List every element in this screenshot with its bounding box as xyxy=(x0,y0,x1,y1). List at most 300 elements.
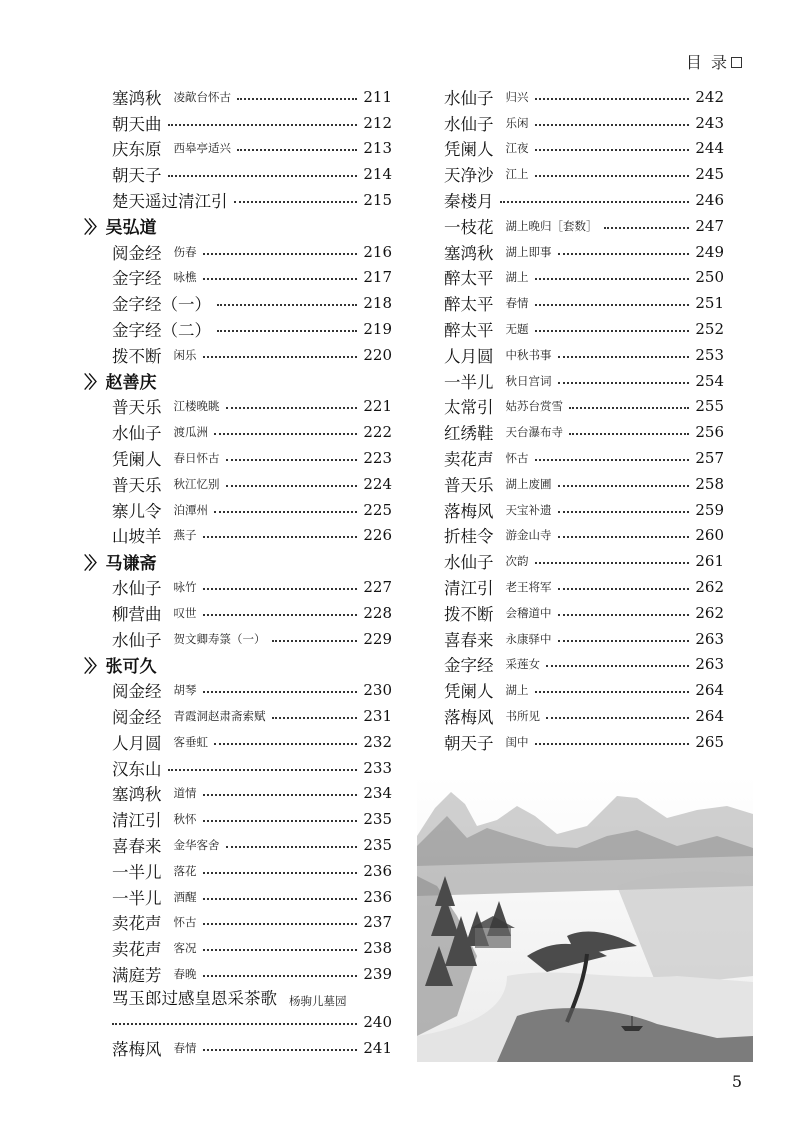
entry-title: 一半儿 xyxy=(444,372,494,392)
dot-leader xyxy=(214,511,357,513)
dot-leader xyxy=(272,717,358,719)
entry-page-number: 241 xyxy=(363,1038,392,1057)
entry-page-number: 226 xyxy=(363,526,392,545)
entry-subtitle: 燕子 xyxy=(173,528,197,543)
entry-title: 庆东原 xyxy=(112,140,162,160)
dot-leader xyxy=(203,588,358,590)
entry-subtitle: 春情 xyxy=(173,1040,197,1055)
toc-entry[interactable] xyxy=(84,729,392,755)
dot-leader xyxy=(558,511,690,513)
entry-subtitle: 落花 xyxy=(173,863,197,878)
entry-title: 普天乐 xyxy=(444,475,494,495)
dot-leader xyxy=(604,227,690,229)
toc-entry[interactable] xyxy=(84,523,392,549)
toc-entry[interactable] xyxy=(84,703,392,729)
entry-page-number: 224 xyxy=(363,474,392,493)
entry-page-number: 244 xyxy=(695,139,724,158)
entry-subtitle: 金华客舍 xyxy=(173,838,220,852)
dot-leader xyxy=(535,175,690,177)
dot-leader xyxy=(226,846,358,848)
dot-leader xyxy=(203,794,358,796)
toc-entry[interactable] xyxy=(84,136,392,162)
toc-entry[interactable] xyxy=(416,161,724,187)
entry-page-number: 236 xyxy=(363,887,392,906)
entry-subtitle: 怀古 xyxy=(173,915,197,930)
entry-subtitle: 游金山寺 xyxy=(505,528,552,543)
entry-page-number: 265 xyxy=(695,732,724,751)
entry-subtitle: 道情 xyxy=(173,786,197,801)
dot-leader xyxy=(500,201,690,203)
entry-page-number: 243 xyxy=(695,113,724,132)
toc-entry[interactable] xyxy=(84,626,392,652)
entry-subtitle: 江夜 xyxy=(505,141,529,156)
entry-page-number: 211 xyxy=(363,87,392,106)
entry-subtitle: 秋怀 xyxy=(173,812,197,827)
dot-leader xyxy=(203,820,358,822)
section-title: 赵善庆 xyxy=(105,373,157,394)
dot-leader xyxy=(558,382,690,384)
dot-leader xyxy=(535,562,690,564)
entry-title: 落梅风 xyxy=(112,1039,162,1059)
entry-subtitle: 秋江忆别 xyxy=(173,476,220,491)
entry-page-number: 239 xyxy=(363,964,392,983)
entry-title: 水仙子 xyxy=(444,88,494,108)
entry-title: 秦楼月 xyxy=(444,192,494,212)
section-marker-icon: 〉〉 xyxy=(84,656,102,677)
entry-title: 卖花声 xyxy=(112,940,162,960)
toc-entry[interactable] xyxy=(84,445,392,471)
section-title: 张可久 xyxy=(105,656,157,677)
entry-subtitle: 客况 xyxy=(173,941,197,956)
entry-title: 清江引 xyxy=(444,579,494,599)
dot-leader xyxy=(535,330,690,332)
toc-entry[interactable] xyxy=(84,961,392,987)
toc-entry[interactable] xyxy=(416,677,724,703)
dot-leader xyxy=(168,175,358,177)
toc-entry[interactable] xyxy=(84,806,392,832)
entry-title: 朝天子 xyxy=(444,733,494,753)
entry-title: 红绣鞋 xyxy=(444,424,494,444)
entry-page-number: 232 xyxy=(363,732,392,751)
dot-leader xyxy=(203,872,358,874)
toc-entry[interactable] xyxy=(416,600,724,626)
entry-page-number: 228 xyxy=(363,603,392,622)
entry-subtitle: 湖上 xyxy=(505,270,529,285)
entry-page-number: 235 xyxy=(363,810,392,829)
dot-leader xyxy=(535,459,690,461)
dot-leader xyxy=(535,278,690,280)
dot-leader xyxy=(546,717,689,719)
entry-page-number: 213 xyxy=(363,139,392,158)
toc-entry[interactable] xyxy=(84,858,392,884)
entry-title: 醉太平 xyxy=(444,269,494,289)
dot-leader xyxy=(535,124,690,126)
dot-leader xyxy=(569,407,689,409)
dot-leader xyxy=(217,304,357,306)
entry-subtitle: 青霞洞赵肃斋索赋 xyxy=(173,709,266,724)
entry-title: 阅金经 xyxy=(112,708,162,728)
dot-leader xyxy=(203,691,358,693)
entry-title: 醉太平 xyxy=(444,295,494,315)
entry-subtitle: 渡瓜洲 xyxy=(173,425,208,440)
entry-title: 塞鸿秋 xyxy=(444,243,494,263)
entry-page-number: 246 xyxy=(695,191,724,210)
entry-title: 塞鸿秋 xyxy=(112,88,162,108)
dot-leader xyxy=(214,433,357,435)
entry-subtitle: 书所见 xyxy=(505,709,540,724)
entry-subtitle: 酒醒 xyxy=(173,889,197,904)
toc-entry[interactable] xyxy=(416,394,724,420)
toc-entry[interactable] xyxy=(416,497,724,523)
entry-page-number: 258 xyxy=(695,474,724,493)
entry-title: 朝天曲 xyxy=(112,114,162,134)
entry-subtitle: 胡琴 xyxy=(173,683,197,698)
entry-page-number: 233 xyxy=(363,758,392,777)
running-header xyxy=(686,50,742,73)
entry-title: 拨不断 xyxy=(444,604,494,624)
entry-title: 醉太平 xyxy=(444,321,494,341)
header-title: 目 录 xyxy=(685,53,729,72)
toc-entry[interactable] xyxy=(416,626,724,652)
dot-leader xyxy=(535,304,690,306)
entry-subtitle: 闲乐 xyxy=(173,347,197,362)
entry-page-number: 221 xyxy=(363,397,392,416)
entry-page-number: 264 xyxy=(695,681,724,700)
entry-subtitle: 采莲女 xyxy=(505,657,540,672)
entry-title: 朝天子 xyxy=(112,166,162,186)
toc-entry[interactable] xyxy=(84,110,392,136)
dot-leader xyxy=(203,975,358,977)
toc-entry[interactable] xyxy=(416,136,724,162)
entry-subtitle: 乐闲 xyxy=(505,115,529,130)
dot-leader xyxy=(558,253,690,255)
entry-subtitle: 湖上晚归［套数］ xyxy=(505,218,598,233)
entry-page-number: 220 xyxy=(363,345,392,364)
toc-entry[interactable] xyxy=(84,161,392,187)
entry-title: 柳营曲 xyxy=(112,604,162,624)
entry-title: 落梅风 xyxy=(444,501,494,521)
section-title: 吴弘道 xyxy=(105,218,157,239)
entry-page-number: 215 xyxy=(363,191,392,210)
entry-page-number: 251 xyxy=(695,294,724,313)
entry-subtitle: 西皋亭适兴 xyxy=(173,141,231,156)
toc-right-column xyxy=(416,84,724,755)
section-heading xyxy=(84,213,392,239)
toc-entry[interactable] xyxy=(416,548,724,574)
entry-title: 人月圆 xyxy=(112,733,162,753)
toc-entry[interactable] xyxy=(84,574,392,600)
toc-entry[interactable] xyxy=(416,523,724,549)
dot-leader xyxy=(168,124,358,126)
dot-leader xyxy=(558,356,690,358)
entry-title: 一枝花 xyxy=(444,217,494,237)
entry-title: 水仙子 xyxy=(112,630,162,650)
entry-title: 普天乐 xyxy=(112,398,162,418)
entry-subtitle: 春日怀古 xyxy=(173,451,220,466)
entry-title: 一半儿 xyxy=(112,888,162,908)
entry-page-number: 245 xyxy=(695,165,724,184)
entry-title: 折桂令 xyxy=(444,527,494,547)
entry-title: 水仙子 xyxy=(112,579,162,599)
toc-entry[interactable] xyxy=(416,187,724,213)
entry-title: 塞鸿秋 xyxy=(112,785,162,805)
dot-leader xyxy=(234,201,358,203)
entry-title: 楚天遥过清江引 xyxy=(112,192,228,212)
toc-entry[interactable] xyxy=(84,832,392,858)
toc-entry[interactable] xyxy=(416,265,724,291)
section-marker-icon: 〉〉 xyxy=(84,218,102,239)
page-number: 5 xyxy=(731,1072,742,1091)
toc-entry[interactable] xyxy=(84,342,392,368)
entry-title: 金字经（一） xyxy=(112,295,211,315)
entry-page-number: 255 xyxy=(695,397,724,416)
toc-entry[interactable] xyxy=(416,290,724,316)
section-heading xyxy=(84,652,392,678)
dot-leader xyxy=(535,98,690,100)
dot-leader xyxy=(237,98,357,100)
dot-leader xyxy=(112,1023,357,1025)
dot-leader xyxy=(558,485,690,487)
toc-entry[interactable] xyxy=(84,265,392,291)
entry-page-number: 236 xyxy=(363,861,392,880)
entry-subtitle: 秋日宫词 xyxy=(505,373,552,388)
entry-page-number: 247 xyxy=(695,216,724,235)
entry-subtitle: 湖上 xyxy=(505,683,529,698)
entry-page-number: 218 xyxy=(363,294,392,313)
toc-entry[interactable] xyxy=(416,213,724,239)
dot-leader xyxy=(226,407,358,409)
entry-title: 阅金经 xyxy=(112,243,162,263)
dot-leader xyxy=(558,640,690,642)
entry-subtitle: 贺文卿寿箓（一） xyxy=(173,631,266,646)
landscape-painting xyxy=(417,776,753,1062)
toc-entry[interactable] xyxy=(84,290,392,316)
entry-title: 人月圆 xyxy=(444,346,494,366)
section-heading xyxy=(84,548,392,574)
entry-page-number: 253 xyxy=(695,345,724,364)
entry-page-number: 249 xyxy=(695,242,724,261)
entry-page-number: 254 xyxy=(695,371,724,390)
entry-page-number: 257 xyxy=(695,449,724,468)
entry-page-number: 237 xyxy=(363,913,392,932)
toc-entry[interactable] xyxy=(416,342,724,368)
entry-page-number: 222 xyxy=(363,423,392,442)
toc-entry[interactable] xyxy=(84,239,392,265)
toc-entry[interactable] xyxy=(416,652,724,678)
entry-title: 金字经（二） xyxy=(112,321,211,341)
entry-title: 水仙子 xyxy=(444,553,494,573)
pavilion xyxy=(475,928,511,948)
entry-title: 满庭芳 xyxy=(112,965,162,985)
toc-entry[interactable] xyxy=(416,574,724,600)
toc-entry[interactable] xyxy=(84,677,392,703)
entry-subtitle: 湖上即事 xyxy=(505,244,552,259)
entry-page-number: 264 xyxy=(695,707,724,726)
toc-entry[interactable] xyxy=(416,110,724,136)
dot-leader xyxy=(203,949,358,951)
dot-leader xyxy=(214,743,357,745)
dot-leader xyxy=(569,433,689,435)
entry-page-number: 217 xyxy=(363,268,392,287)
toc-entry[interactable] xyxy=(84,987,392,1009)
entry-subtitle: 咏樵 xyxy=(173,270,197,285)
dot-leader xyxy=(203,614,358,616)
entry-page-number: 262 xyxy=(695,578,724,597)
entry-page-number: 223 xyxy=(363,449,392,468)
entry-title: 阅金经 xyxy=(112,682,162,702)
entry-subtitle: 咏竹 xyxy=(173,580,197,595)
dot-leader xyxy=(272,640,358,642)
toc-entry[interactable] xyxy=(84,781,392,807)
entry-page-number: 231 xyxy=(363,707,392,726)
entry-page-number: 216 xyxy=(363,242,392,261)
entry-subtitle: 江上 xyxy=(505,167,529,182)
toc-entry[interactable] xyxy=(84,910,392,936)
section-heading xyxy=(84,368,392,394)
toc-entry[interactable] xyxy=(84,497,392,523)
dot-leader xyxy=(203,536,358,538)
entry-title: 喜春来 xyxy=(112,837,162,856)
entry-title: 一半儿 xyxy=(112,862,162,882)
section-title: 马谦斋 xyxy=(105,553,157,574)
entry-subtitle: 凌歊台怀古 xyxy=(173,89,231,104)
toc-entry[interactable] xyxy=(84,1035,392,1061)
entry-subtitle: 客垂虹 xyxy=(173,734,208,749)
dot-leader xyxy=(217,330,357,332)
entry-page-number: 225 xyxy=(363,500,392,519)
entry-subtitle: 湖上废圃 xyxy=(505,476,552,491)
dot-leader xyxy=(203,923,358,925)
entry-title: 落梅风 xyxy=(444,708,494,728)
dot-leader xyxy=(203,1049,358,1051)
entry-title: 水仙子 xyxy=(444,114,494,134)
toc-entry[interactable] xyxy=(84,84,392,110)
toc-entry[interactable] xyxy=(84,394,392,420)
dot-leader xyxy=(558,536,690,538)
section-marker-icon: 〉〉 xyxy=(84,553,102,574)
toc-entry[interactable] xyxy=(84,600,392,626)
dot-leader xyxy=(203,278,358,280)
toc-entry[interactable] xyxy=(416,729,724,755)
entry-page-number: 252 xyxy=(695,320,724,339)
entry-subtitle: 姑苏台赏雪 xyxy=(505,399,563,414)
entry-page-number: 263 xyxy=(695,629,724,648)
toc-entry[interactable] xyxy=(84,316,392,342)
entry-subtitle: 会稽道中 xyxy=(505,605,552,620)
toc-entry[interactable] xyxy=(416,419,724,445)
entry-page-number: 235 xyxy=(363,836,392,854)
entry-page-number: 230 xyxy=(363,681,392,700)
dot-leader xyxy=(203,898,358,900)
entry-page-number: 261 xyxy=(695,552,724,571)
dot-leader xyxy=(226,459,358,461)
toc-entry[interactable] xyxy=(84,419,392,445)
entry-title: 水仙子 xyxy=(112,424,162,444)
entry-subtitle: 杨驹儿墓园 xyxy=(289,993,347,1008)
dot-leader xyxy=(558,588,690,590)
toc-entry[interactable] xyxy=(416,239,724,265)
entry-title: 太常引 xyxy=(444,398,494,418)
entry-page-number: 212 xyxy=(363,113,392,132)
entry-title: 寨儿令 xyxy=(112,501,162,521)
entry-page-number: 250 xyxy=(695,268,724,287)
toc-entry[interactable] xyxy=(416,368,724,394)
entry-subtitle: 无题 xyxy=(505,322,529,337)
toc-entry[interactable] xyxy=(84,935,392,961)
toc-entry[interactable] xyxy=(416,84,724,110)
entry-title: 拨不断 xyxy=(112,346,162,366)
dot-leader xyxy=(203,253,358,255)
dot-leader xyxy=(226,485,358,487)
toc-entry-continuation[interactable] xyxy=(112,1009,392,1035)
dot-leader xyxy=(535,149,690,151)
entry-page-number: 256 xyxy=(695,423,724,442)
entry-title: 喜春来 xyxy=(444,630,494,650)
entry-title: 汉东山 xyxy=(112,759,162,779)
entry-page-number: 262 xyxy=(695,603,724,622)
entry-title: 凭阑人 xyxy=(444,140,494,160)
toc-entry[interactable] xyxy=(84,187,392,213)
toc-entry[interactable] xyxy=(416,316,724,342)
entry-title: 凭阑人 xyxy=(112,450,162,470)
entry-page-number: 214 xyxy=(363,165,392,184)
toc-entry[interactable] xyxy=(416,445,724,471)
entry-subtitle: 归兴 xyxy=(505,89,529,104)
entry-title: 金字经 xyxy=(112,269,162,289)
entry-subtitle: 次韵 xyxy=(505,554,529,569)
entry-title: 卖花声 xyxy=(112,914,162,934)
entry-subtitle: 伤春 xyxy=(173,244,197,259)
entry-title: 天净沙 xyxy=(444,166,494,186)
entry-subtitle: 春情 xyxy=(505,296,529,311)
entry-page-number: 238 xyxy=(363,939,392,958)
entry-subtitle: 老王将军 xyxy=(505,580,552,595)
toc-entry[interactable] xyxy=(416,471,724,497)
entry-page-number: 240 xyxy=(363,1012,392,1031)
entry-subtitle: 闺中 xyxy=(505,734,529,749)
toc-entry[interactable] xyxy=(84,755,392,781)
entry-title: 金字经 xyxy=(444,656,494,676)
entry-subtitle: 江楼晚眺 xyxy=(173,399,220,414)
entry-page-number: 260 xyxy=(695,526,724,545)
entry-title: 卖花声 xyxy=(444,450,494,470)
entry-subtitle: 天台瀑布寺 xyxy=(505,425,563,440)
entry-subtitle: 天宝补遗 xyxy=(505,502,552,517)
dot-leader xyxy=(203,356,358,358)
toc-entry[interactable] xyxy=(84,884,392,910)
dot-leader xyxy=(168,769,358,771)
entry-page-number: 227 xyxy=(363,578,392,597)
entry-page-number: 259 xyxy=(695,500,724,519)
entry-page-number: 234 xyxy=(363,784,392,803)
entry-title: 骂玉郎过感皇恩采茶歌 xyxy=(112,988,277,1008)
entry-subtitle: 春晚 xyxy=(173,966,197,981)
dot-leader xyxy=(237,149,357,151)
toc-entry[interactable] xyxy=(84,471,392,497)
entry-title: 山坡羊 xyxy=(112,527,162,547)
toc-left-column xyxy=(84,84,392,1061)
entry-subtitle: 怀古 xyxy=(505,451,529,466)
toc-entry[interactable] xyxy=(416,703,724,729)
dot-leader xyxy=(535,691,690,693)
entry-subtitle: 泊潭州 xyxy=(173,502,208,517)
entry-page-number: 242 xyxy=(695,87,724,106)
entry-page-number: 219 xyxy=(363,320,392,339)
entry-page-number: 263 xyxy=(695,655,724,674)
dot-leader xyxy=(535,743,690,745)
dot-leader xyxy=(558,614,690,616)
entry-title: 清江引 xyxy=(112,811,162,831)
